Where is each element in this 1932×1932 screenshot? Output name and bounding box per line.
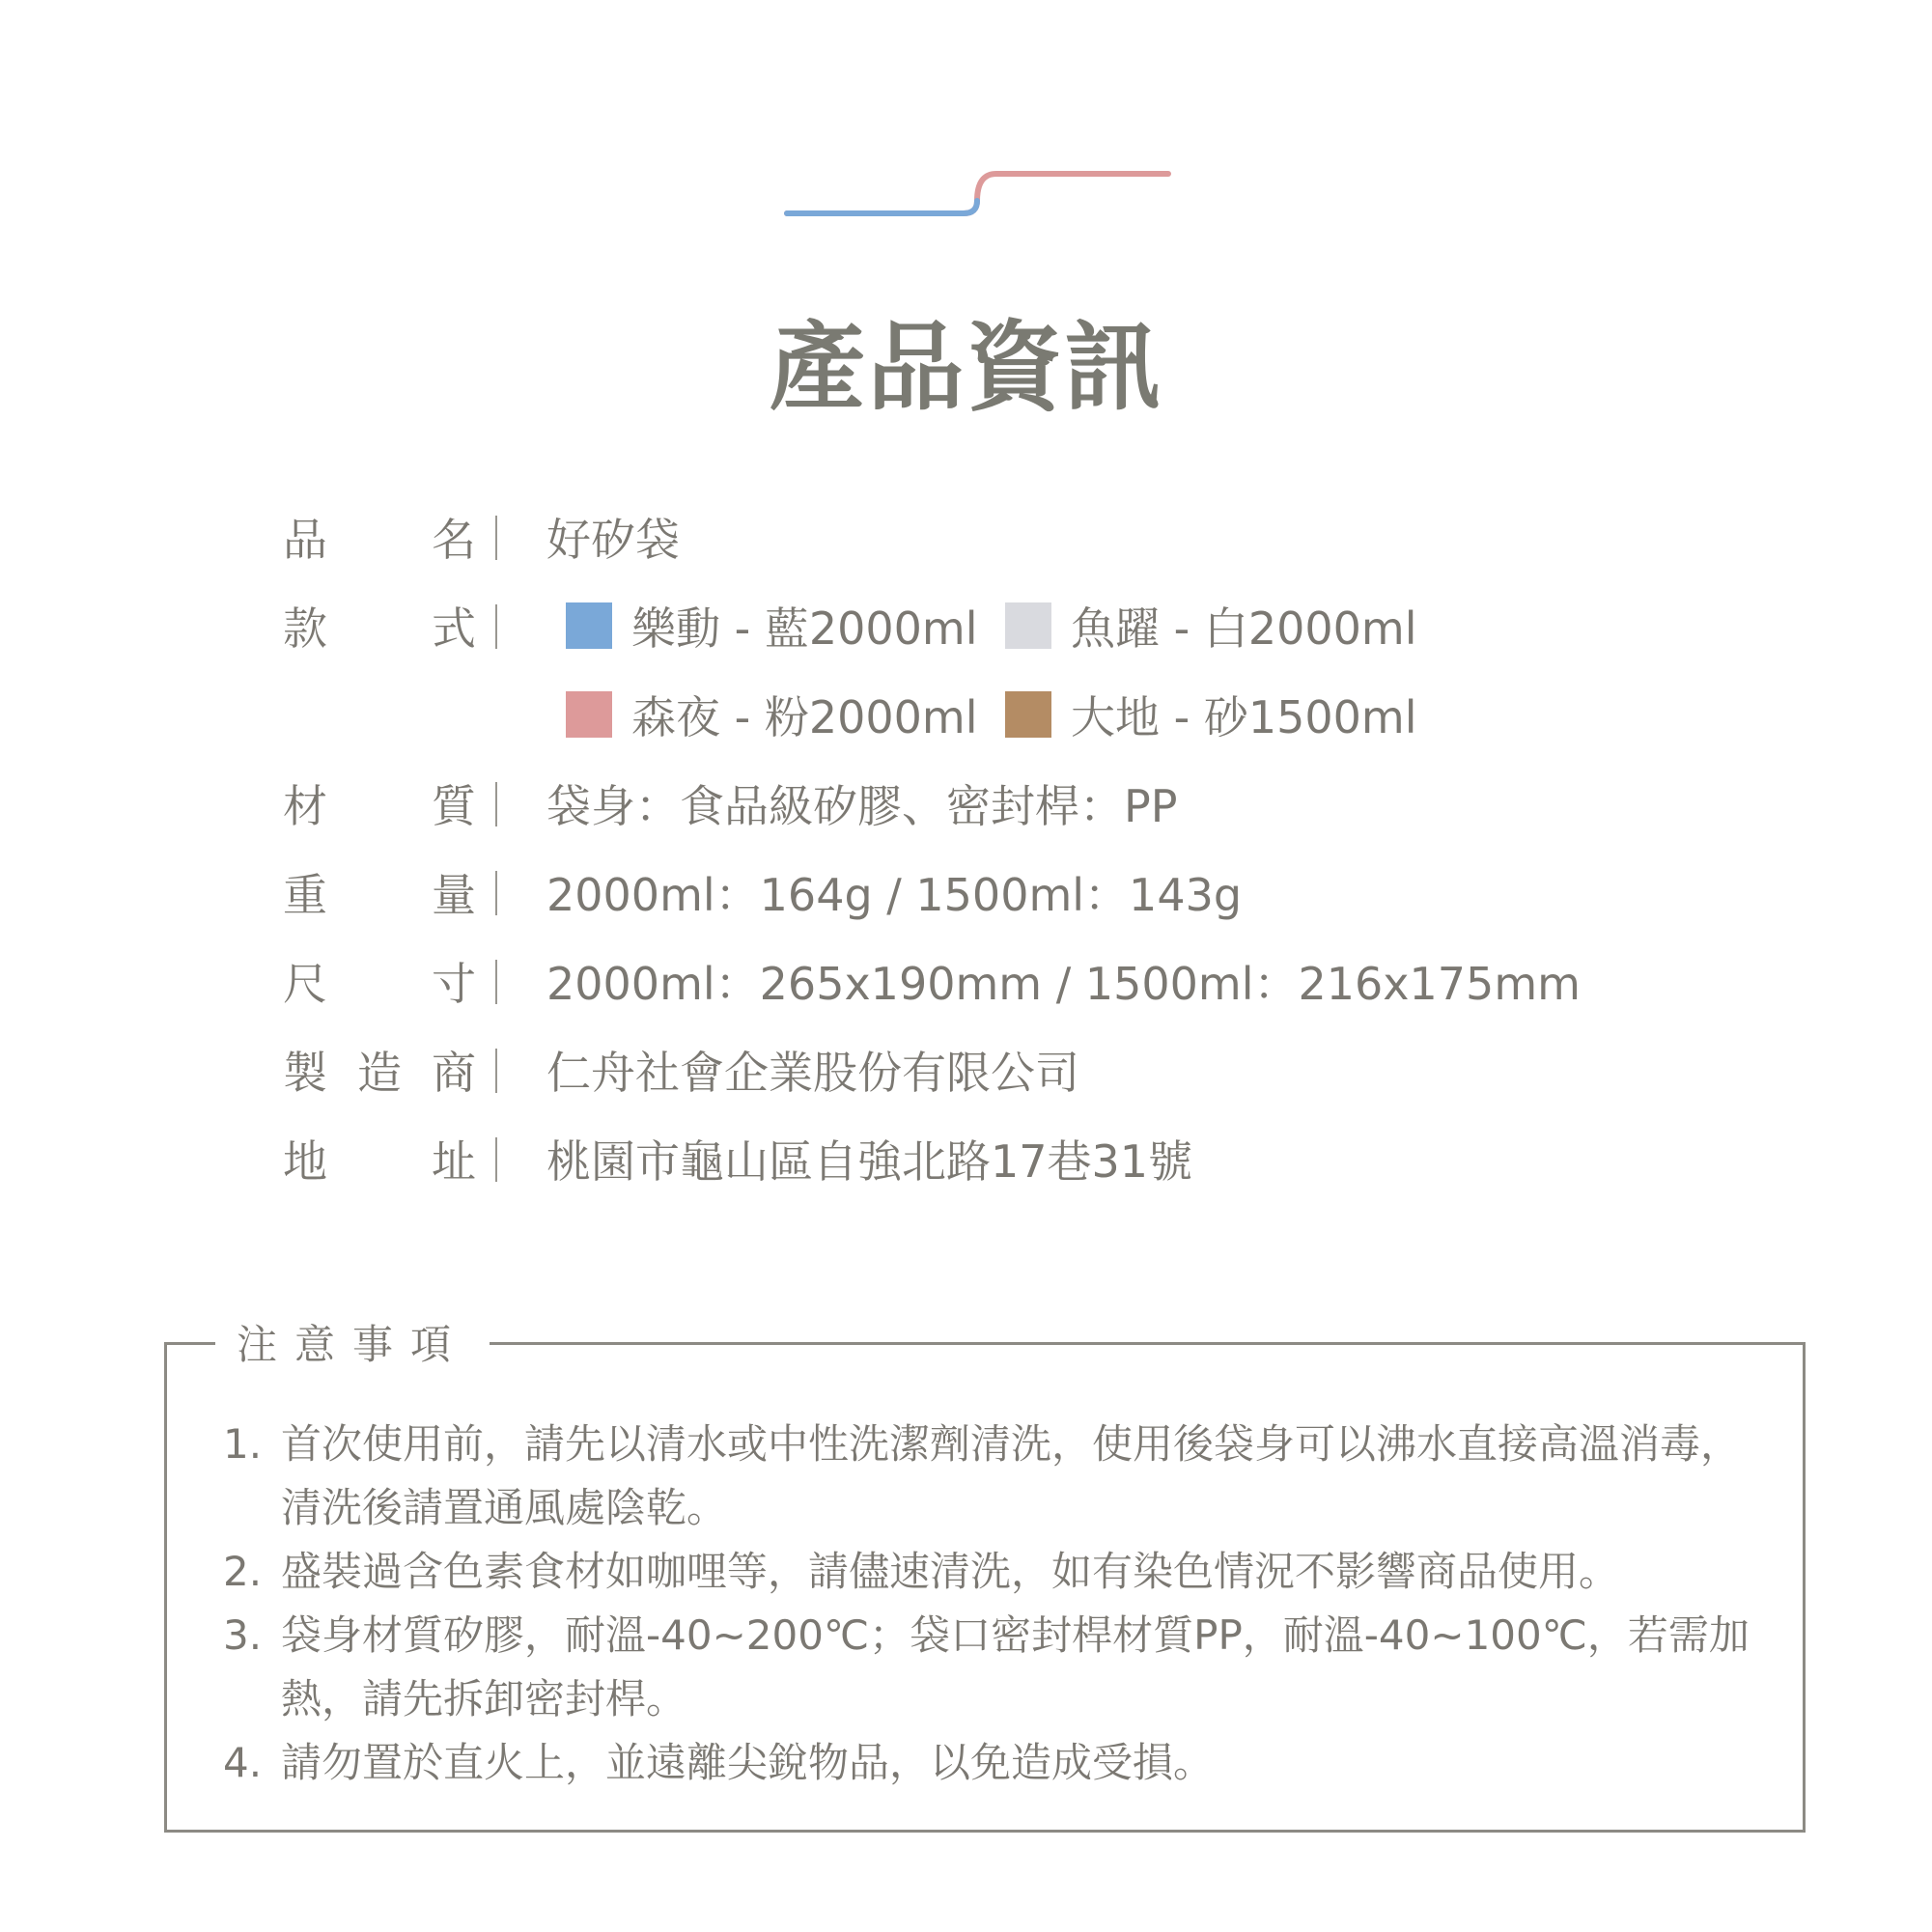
separator xyxy=(495,604,497,649)
label-style: 款 式 xyxy=(283,602,476,655)
label-maker: 製 造 商 xyxy=(283,1047,476,1099)
label-material: 材 質 xyxy=(283,780,476,832)
value-maker: 仁舟社會企業股份有限公司 xyxy=(546,1047,1079,1099)
style-item-pink: 森夜 - 粉2000ml xyxy=(566,670,1005,759)
row-maker xyxy=(283,1025,1731,1114)
product-info-table xyxy=(283,492,1731,1203)
value-weight: 2000ml：164g / 1500ml：143g xyxy=(546,869,1243,921)
value-size: 2000ml：265x190mm / 1500ml：216x175mm xyxy=(546,958,1581,1010)
style-options xyxy=(566,581,1440,759)
note-item: 4. 請勿置於直火上，並遠離尖銳物品，以免造成受損。 xyxy=(223,1739,1215,1786)
row-material xyxy=(283,759,1731,848)
swatch-white xyxy=(1005,602,1051,649)
label-product-name: 品 名 xyxy=(283,514,476,566)
style-item-sand: 大地 - 砂1500ml xyxy=(1005,670,1440,759)
decorative-line xyxy=(782,164,1178,222)
separator xyxy=(495,1137,497,1182)
notes-list xyxy=(223,1413,1768,1795)
notes-title: 注意事項 xyxy=(215,1316,490,1374)
value-product-name: 好矽袋 xyxy=(546,514,680,566)
row-product-name xyxy=(283,492,1731,581)
swatch-blue xyxy=(566,602,612,649)
separator xyxy=(495,960,497,1004)
note-item: 2. 盛裝過含色素食材如咖哩等，請儘速清洗，如有染色情況不影響商品使用。 xyxy=(223,1548,1620,1595)
row-style xyxy=(283,581,1731,759)
notes-box xyxy=(164,1321,1806,1833)
separator xyxy=(495,516,497,560)
note-item: 3. 袋身材質矽膠，耐溫-40~200℃；袋口密封桿材質PP，耐溫-40~100℃，若需加熱，請先拆卸密封桿。 xyxy=(223,1611,1750,1722)
label-weight: 重 量 xyxy=(283,869,476,921)
separator xyxy=(495,1049,497,1093)
note-item: 1. 首次使用前，請先以清水或中性洗潔劑清洗，使用後袋身可以沸水直接高溫消毒，清洗後請置通風處陰乾。 xyxy=(223,1420,1742,1531)
value-material: 袋身：食品級矽膠、密封桿：PP xyxy=(546,780,1178,832)
label-size: 尺 寸 xyxy=(283,958,476,1010)
page-title: 產品資訊 xyxy=(769,311,1163,424)
style-item-blue: 樂動 - 藍2000ml xyxy=(566,581,1005,670)
swatch-pink xyxy=(566,691,612,738)
separator xyxy=(495,871,497,915)
value-address: 桃園市龜山區自強北路17巷31號 xyxy=(546,1135,1193,1188)
row-size xyxy=(283,937,1731,1025)
separator xyxy=(495,782,497,826)
swatch-sand xyxy=(1005,691,1051,738)
row-address xyxy=(283,1114,1731,1203)
row-weight xyxy=(283,848,1731,937)
label-address: 地 址 xyxy=(283,1135,476,1188)
style-item-white: 魚躍 - 白2000ml xyxy=(1005,581,1440,670)
